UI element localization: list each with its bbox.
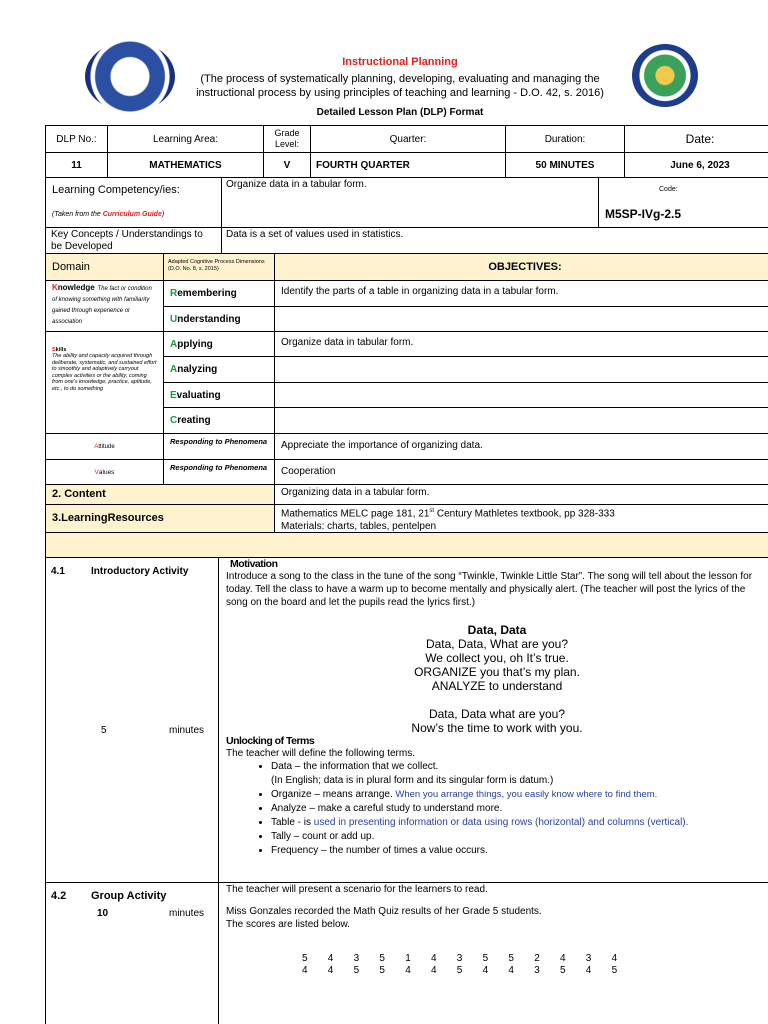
score-value: 5 <box>560 965 566 976</box>
score-value: 2 <box>534 953 540 964</box>
quarter-value: FOURTH QUARTER <box>310 152 506 178</box>
score-value: 5 <box>353 965 360 976</box>
learning-area-value: MATHEMATICS <box>107 152 264 178</box>
score-value: 5 <box>508 953 514 964</box>
level-remembering: Remembering <box>163 280 275 307</box>
objective-understanding <box>274 306 768 332</box>
score-value: 3 <box>353 953 360 964</box>
competency-label: Learning Competency/ies: <box>52 184 180 196</box>
resources-line1: Mathematics MELC page 181, 21st Century Mathletes textbook, pp 328-333 <box>281 508 615 520</box>
term-tally: • Tally – count or add up. <box>271 830 768 844</box>
objective-creating <box>274 407 768 434</box>
score-value: 5 <box>379 965 385 976</box>
intro-label-cell <box>45 557 219 883</box>
procedure-band <box>45 532 768 558</box>
poem-line-4: ANALYZE to understand <box>431 679 563 693</box>
header-subtitle: (The process of systematically planning, developing, evaluating and managing the instructional process by using principles of teaching and learning - D.O. 42, s. 2016) <box>196 73 604 99</box>
values-objective: Cooperation <box>274 459 768 485</box>
dlp-no-label: DLP No.: <box>45 125 108 153</box>
deped-seal-logo <box>85 41 175 112</box>
key-concepts-value: Data is a set of values used in statistics. <box>221 227 768 254</box>
score-value: 4 <box>431 965 437 976</box>
motivation-text: Introduce a song to the class in the tune of the song “Twinkle, Twinkle Little Star”. The song will tell about the lesson for today. Tell the class to have a warm up to become mentally and physically alert. (The teacher will post the lyrics of the song on the board and let the pupils read the lyrics first.) <box>226 571 753 608</box>
objective-remembering: Identify the parts of a table in organizing data in a tabular form. <box>274 280 768 307</box>
intro-label: Introductory Activity <box>91 566 189 577</box>
content-value: Organizing data in a tabular form. <box>274 484 768 505</box>
score-value: 3 <box>534 965 540 976</box>
duration-value: 50 MINUTES <box>505 152 625 178</box>
intro-minutes-label: minutes <box>169 725 205 736</box>
group-line-3: The scores are listed below. <box>226 919 350 930</box>
skills-description: The ability and capacity acquired through deliberate, systematic, and sustained effort to smoothly and adaptively carryout complex activities or the ability, coming from one's knowledge, practice, aptitude, etc., to do something <box>52 353 157 392</box>
scores-grid <box>302 953 722 983</box>
terms-list <box>226 760 768 858</box>
score-value: 5 <box>456 965 463 976</box>
competency-label-cell <box>45 177 222 228</box>
intro-content <box>218 557 768 883</box>
score-value: 3 <box>456 953 463 964</box>
score-value: 4 <box>611 953 618 964</box>
score-value: 5 <box>302 953 308 964</box>
knowledge-cell <box>45 280 164 332</box>
intro-number: 4.1 <box>51 566 65 577</box>
date-value: June 6, 2023 <box>624 152 768 178</box>
competency-note: (Taken from the Curriculum Guide) <box>52 211 165 218</box>
term-frequency: • Frequency – the number of times a value occurs. <box>271 844 768 858</box>
attitude-label: A ttitude <box>45 433 164 460</box>
term-organize: • Organize – means arrange. When you arrange things, you easily know where to find them. <box>271 788 768 802</box>
grade-level-value: V <box>263 152 311 178</box>
code-label: Code: <box>659 186 678 193</box>
score-value: 4 <box>508 965 514 976</box>
objectives-header: OBJECTIVES: <box>274 253 768 281</box>
values-label: V alues <box>45 459 164 485</box>
score-value: 1 <box>405 953 411 964</box>
score-value: 4 <box>405 965 411 976</box>
level-analyzing: Analyzing <box>163 356 275 383</box>
skills-title: Skills <box>52 347 67 353</box>
group-label: Group Activity <box>91 890 167 902</box>
domain-header: Domain <box>45 253 164 281</box>
term-data: • Data – the information that we collect. (In English; data is in plural form and its singular form is datum.) <box>271 760 768 788</box>
score-value: 5 <box>611 965 618 976</box>
poem-title: Data, Data <box>467 623 527 637</box>
poem-line-1: Data, Data, What are you? <box>425 637 569 651</box>
objective-applying: Organize data in tabular form. <box>274 331 768 357</box>
values-level: Responding to Phenomena <box>163 459 275 485</box>
header-title: Instructional Planning <box>342 56 458 68</box>
score-value: 4 <box>302 965 308 976</box>
objective-analyzing <box>274 356 768 383</box>
code-value: M5SP-IVg-2.5 <box>605 207 682 221</box>
learning-area-label: Learning Area: <box>107 125 264 153</box>
grade-level-label: Grade Level: <box>263 125 311 153</box>
content-label: 2. Content <box>45 484 275 505</box>
unlocking-intro: The teacher will define the following terms. <box>226 748 415 759</box>
duration-label: Duration: <box>505 125 625 153</box>
group-label-cell <box>45 882 219 1024</box>
division-seal-logo <box>632 44 698 107</box>
motivation-title: Motivation <box>230 558 278 570</box>
knowledge-description: The fact or condition of knowing something with familiarity gained through experience or association <box>52 286 152 325</box>
score-value: 5 <box>482 953 489 964</box>
quarter-label: Quarter: <box>310 125 506 153</box>
knowledge-title: Knowledge <box>52 283 95 292</box>
score-value: 3 <box>585 953 592 964</box>
group-content <box>218 882 768 1024</box>
poem-line-5: Data, Data what are you? <box>428 707 566 721</box>
adapted-header: Adapted Cognitive Process Dimensions (D.O. No. 8, s. 2015) <box>163 253 275 281</box>
resources-label: 3.LearningResources <box>45 504 275 533</box>
score-value: 4 <box>482 965 489 976</box>
group-minutes-value: 10 <box>97 908 109 919</box>
resources-line2: Materials: charts, tables, pentelpen <box>281 521 437 533</box>
group-minutes-label: minutes <box>169 908 205 919</box>
resources-value <box>274 504 768 533</box>
score-value: 5 <box>379 953 385 964</box>
header-format: Detailed Lesson Plan (DLP) Format <box>316 107 484 118</box>
document-header <box>0 0 768 125</box>
intro-minutes-value: 5 <box>101 725 107 736</box>
level-understanding: Understanding <box>163 306 275 332</box>
level-creating: Creating <box>163 407 275 434</box>
score-value: 4 <box>560 953 566 964</box>
dlp-no-value: 11 <box>45 152 108 178</box>
score-value: 4 <box>327 965 334 976</box>
level-applying: Applying <box>163 331 275 357</box>
level-evaluating: Evaluating <box>163 382 275 408</box>
objective-evaluating <box>274 382 768 408</box>
term-analyze: • Analyze – make a careful study to understand more. <box>271 802 768 816</box>
poem-line-3: ORGANIZE you that’s my plan. <box>414 665 580 679</box>
score-value: 4 <box>327 953 334 964</box>
score-value: 4 <box>585 965 592 976</box>
code-cell <box>598 177 768 228</box>
score-value: 4 <box>431 953 437 964</box>
attitude-level: Responding to Phenomena <box>163 433 275 460</box>
key-concepts-label: Key Concepts / Understandings to be Developed <box>45 227 222 254</box>
attitude-objective: Appreciate the importance of organizing data. <box>274 433 768 460</box>
date-label: Date: <box>624 125 768 153</box>
skills-cell <box>45 331 164 434</box>
competency-value: Organize data in a tabular form. <box>221 177 599 228</box>
term-table: • Table - is used in presenting information or data using rows (horizontal) and columns (vertical). <box>271 816 768 830</box>
group-line-1: The teacher will present a scenario for the learners to read. <box>226 884 488 895</box>
unlocking-title: Unlocking of Terms <box>226 735 315 747</box>
poem-line-6: Now’s the time to work with you. <box>411 721 583 735</box>
group-line-2: Miss Gonzales recorded the Math Quiz results of her Grade 5 students. <box>226 906 542 917</box>
poem-line-2: We collect you, oh It’s true. <box>425 651 569 665</box>
group-number: 4.2 <box>51 890 67 902</box>
